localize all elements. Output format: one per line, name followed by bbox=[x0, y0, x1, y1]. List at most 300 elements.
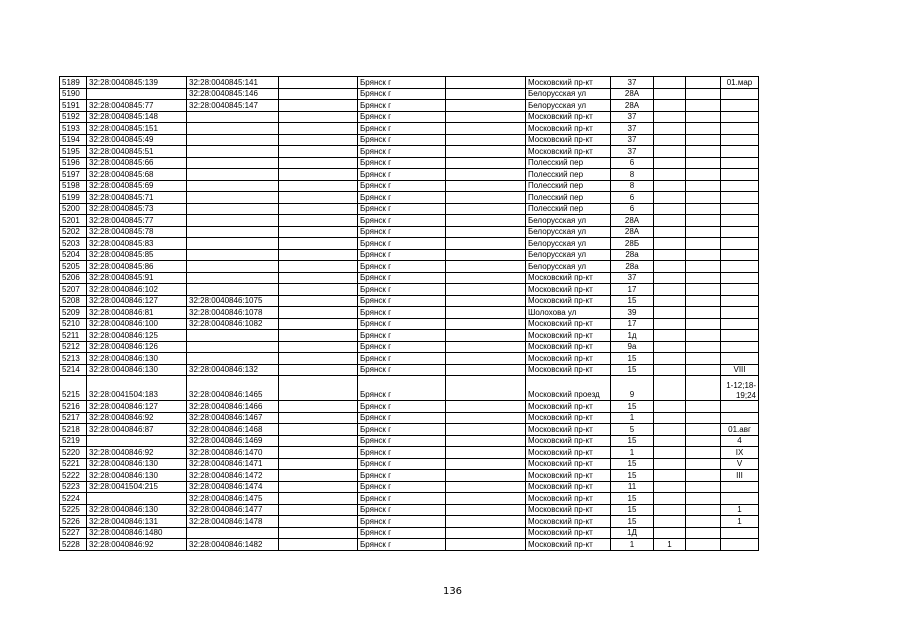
blank-cell bbox=[279, 412, 358, 424]
linked-cadastral-number-cell bbox=[187, 527, 279, 539]
linked-cadastral-number-cell: 32:28:0040846:132 bbox=[187, 364, 279, 376]
street-cell: Московский пр-кт bbox=[526, 111, 611, 123]
cadastral-number-cell: 32:28:0040845:91 bbox=[87, 272, 187, 284]
table-row bbox=[60, 261, 759, 273]
row-number-cell: 5227 bbox=[60, 527, 87, 539]
premises-cell bbox=[721, 123, 759, 135]
blank-cell bbox=[446, 493, 526, 505]
blank-cell bbox=[279, 364, 358, 376]
extra-number-cell: 1 bbox=[654, 539, 686, 551]
street-cell: Московский пр-кт bbox=[526, 318, 611, 330]
blank-cell bbox=[686, 111, 721, 123]
table-row bbox=[60, 284, 759, 296]
premises-cell bbox=[721, 412, 759, 424]
row-number-cell: 5201 bbox=[60, 215, 87, 227]
blank-cell bbox=[686, 100, 721, 112]
blank-cell bbox=[686, 376, 721, 401]
city-cell: Брянск г bbox=[358, 215, 446, 227]
linked-cadastral-number-cell: 32:28:0040846:1471 bbox=[187, 458, 279, 470]
table-row bbox=[60, 516, 759, 528]
street-cell: Московский пр-кт bbox=[526, 516, 611, 528]
extra-number-cell bbox=[654, 169, 686, 181]
linked-cadastral-number-cell: 32:28:0040846:1078 bbox=[187, 307, 279, 319]
row-number-cell: 5226 bbox=[60, 516, 87, 528]
register-table bbox=[59, 76, 759, 551]
blank-cell bbox=[279, 376, 358, 401]
house-number-cell: 1 bbox=[611, 447, 654, 459]
city-cell: Брянск г bbox=[358, 77, 446, 89]
row-number-cell: 5210 bbox=[60, 318, 87, 330]
street-cell: Белорусская ул bbox=[526, 100, 611, 112]
street-cell: Московский пр-кт bbox=[526, 504, 611, 516]
blank-cell bbox=[446, 238, 526, 250]
premises-cell bbox=[721, 493, 759, 505]
extra-number-cell bbox=[654, 307, 686, 319]
cadastral-number-cell: 32:28:0040845:73 bbox=[87, 203, 187, 215]
premises-cell bbox=[721, 261, 759, 273]
street-cell: Московский пр-кт bbox=[526, 539, 611, 551]
linked-cadastral-number-cell: 32:28:0040846:1468 bbox=[187, 424, 279, 436]
extra-number-cell bbox=[654, 318, 686, 330]
extra-number-cell bbox=[654, 424, 686, 436]
street-cell: Полесский пер bbox=[526, 169, 611, 181]
street-cell: Московский пр-кт bbox=[526, 123, 611, 135]
blank-cell bbox=[446, 146, 526, 158]
blank-cell bbox=[279, 481, 358, 493]
row-number-cell: 5222 bbox=[60, 470, 87, 482]
table-row bbox=[60, 100, 759, 112]
extra-number-cell bbox=[654, 493, 686, 505]
extra-number-cell bbox=[654, 100, 686, 112]
row-number-cell: 5207 bbox=[60, 284, 87, 296]
city-cell: Брянск г bbox=[358, 424, 446, 436]
city-cell: Брянск г bbox=[358, 341, 446, 353]
premises-cell bbox=[721, 284, 759, 296]
cadastral-number-cell: 32:28:0040846:127 bbox=[87, 295, 187, 307]
city-cell: Брянск г bbox=[358, 527, 446, 539]
extra-number-cell bbox=[654, 238, 686, 250]
row-number-cell: 5197 bbox=[60, 169, 87, 181]
house-number-cell: 17 bbox=[611, 284, 654, 296]
blank-cell bbox=[279, 424, 358, 436]
blank-cell bbox=[686, 447, 721, 459]
cadastral-number-cell: 32:28:0040845:139 bbox=[87, 77, 187, 89]
city-cell: Брянск г bbox=[358, 295, 446, 307]
cadastral-number-cell: 32:28:0040846:87 bbox=[87, 424, 187, 436]
house-number-cell: 37 bbox=[611, 146, 654, 158]
table-row bbox=[60, 401, 759, 413]
extra-number-cell bbox=[654, 192, 686, 204]
house-number-cell: 28а bbox=[611, 261, 654, 273]
table-row bbox=[60, 481, 759, 493]
blank-cell bbox=[686, 192, 721, 204]
blank-cell bbox=[446, 272, 526, 284]
extra-number-cell bbox=[654, 249, 686, 261]
table-row bbox=[60, 527, 759, 539]
house-number-cell: 6 bbox=[611, 192, 654, 204]
linked-cadastral-number-cell bbox=[187, 203, 279, 215]
city-cell: Брянск г bbox=[358, 458, 446, 470]
blank-cell bbox=[279, 284, 358, 296]
linked-cadastral-number-cell bbox=[187, 249, 279, 261]
house-number-cell: 6 bbox=[611, 157, 654, 169]
blank-cell bbox=[686, 401, 721, 413]
table-row bbox=[60, 376, 759, 401]
blank-cell bbox=[686, 539, 721, 551]
linked-cadastral-number-cell: 32:28:0040846:1465 bbox=[187, 376, 279, 401]
blank-cell bbox=[279, 134, 358, 146]
street-cell: Шолохова ул bbox=[526, 307, 611, 319]
house-number-cell: 15 bbox=[611, 516, 654, 528]
cadastral-number-cell: 32:28:0040846:130 bbox=[87, 470, 187, 482]
cadastral-number-cell: 32:28:0040845:78 bbox=[87, 226, 187, 238]
blank-cell bbox=[279, 504, 358, 516]
blank-cell bbox=[279, 123, 358, 135]
blank-cell bbox=[446, 412, 526, 424]
blank-cell bbox=[446, 88, 526, 100]
linked-cadastral-number-cell bbox=[187, 261, 279, 273]
linked-cadastral-number-cell bbox=[187, 215, 279, 227]
blank-cell bbox=[446, 458, 526, 470]
house-number-cell: 5 bbox=[611, 424, 654, 436]
cadastral-number-cell: 32:28:0040846:81 bbox=[87, 307, 187, 319]
linked-cadastral-number-cell: 32:28:0040846:1469 bbox=[187, 435, 279, 447]
city-cell: Брянск г bbox=[358, 249, 446, 261]
row-number-cell: 5223 bbox=[60, 481, 87, 493]
cadastral-number-cell: 32:28:0040845:86 bbox=[87, 261, 187, 273]
premises-cell: IX bbox=[721, 447, 759, 459]
house-number-cell: 8 bbox=[611, 169, 654, 181]
blank-cell bbox=[686, 123, 721, 135]
table-row bbox=[60, 539, 759, 551]
blank-cell bbox=[279, 226, 358, 238]
blank-cell bbox=[279, 111, 358, 123]
street-cell: Московский пр-кт bbox=[526, 134, 611, 146]
extra-number-cell bbox=[654, 447, 686, 459]
extra-number-cell bbox=[654, 504, 686, 516]
extra-number-cell bbox=[654, 77, 686, 89]
house-number-cell: 28А bbox=[611, 100, 654, 112]
linked-cadastral-number-cell: 32:28:0040846:1466 bbox=[187, 401, 279, 413]
cadastral-number-cell: 32:28:0040846:127 bbox=[87, 401, 187, 413]
city-cell: Брянск г bbox=[358, 272, 446, 284]
blank-cell bbox=[686, 284, 721, 296]
blank-cell bbox=[446, 192, 526, 204]
blank-cell bbox=[446, 261, 526, 273]
blank-cell bbox=[686, 330, 721, 342]
city-cell: Брянск г bbox=[358, 192, 446, 204]
table-row bbox=[60, 318, 759, 330]
blank-cell bbox=[446, 401, 526, 413]
linked-cadastral-number-cell: 32:28:0040845:141 bbox=[187, 77, 279, 89]
linked-cadastral-number-cell bbox=[187, 134, 279, 146]
premises-cell bbox=[721, 226, 759, 238]
blank-cell bbox=[446, 307, 526, 319]
house-number-cell: 15 bbox=[611, 364, 654, 376]
house-number-cell: 15 bbox=[611, 401, 654, 413]
house-number-cell: 28Б bbox=[611, 238, 654, 250]
blank-cell bbox=[686, 295, 721, 307]
city-cell: Брянск г bbox=[358, 447, 446, 459]
cadastral-number-cell: 32:28:0040845:151 bbox=[87, 123, 187, 135]
house-number-cell: 17 bbox=[611, 318, 654, 330]
blank-cell bbox=[446, 435, 526, 447]
page-number: 136 bbox=[442, 586, 463, 597]
street-cell: Белорусская ул bbox=[526, 226, 611, 238]
street-cell: Московский пр-кт bbox=[526, 435, 611, 447]
table-row bbox=[60, 493, 759, 505]
city-cell: Брянск г bbox=[358, 481, 446, 493]
blank-cell bbox=[279, 249, 358, 261]
row-number-cell: 5198 bbox=[60, 180, 87, 192]
table-row bbox=[60, 364, 759, 376]
house-number-cell: 37 bbox=[611, 77, 654, 89]
table-row bbox=[60, 458, 759, 470]
premises-cell: 1-12;18-19;24 bbox=[721, 376, 759, 401]
row-number-cell: 5217 bbox=[60, 412, 87, 424]
linked-cadastral-number-cell bbox=[187, 146, 279, 158]
blank-cell bbox=[686, 504, 721, 516]
blank-cell bbox=[446, 330, 526, 342]
city-cell: Брянск г bbox=[358, 203, 446, 215]
street-cell: Белорусская ул bbox=[526, 215, 611, 227]
premises-cell: 1 bbox=[721, 504, 759, 516]
linked-cadastral-number-cell: 32:28:0040846:1475 bbox=[187, 493, 279, 505]
blank-cell bbox=[279, 401, 358, 413]
linked-cadastral-number-cell bbox=[187, 180, 279, 192]
house-number-cell: 37 bbox=[611, 272, 654, 284]
premises-cell bbox=[721, 100, 759, 112]
cadastral-number-cell: 32:28:0041504:215 bbox=[87, 481, 187, 493]
blank-cell bbox=[279, 238, 358, 250]
blank-cell bbox=[279, 527, 358, 539]
premises-cell bbox=[721, 238, 759, 250]
premises-cell bbox=[721, 307, 759, 319]
table-row bbox=[60, 226, 759, 238]
extra-number-cell bbox=[654, 481, 686, 493]
street-cell: Московский проезд bbox=[526, 376, 611, 401]
blank-cell bbox=[686, 516, 721, 528]
blank-cell bbox=[279, 330, 358, 342]
street-cell: Полесский пер bbox=[526, 157, 611, 169]
street-cell: Московский пр-кт bbox=[526, 272, 611, 284]
cadastral-number-cell: 32:28:0040846:130 bbox=[87, 458, 187, 470]
linked-cadastral-number-cell: 32:28:0040846:1477 bbox=[187, 504, 279, 516]
blank-cell bbox=[446, 376, 526, 401]
premises-cell bbox=[721, 192, 759, 204]
blank-cell bbox=[446, 77, 526, 89]
blank-cell bbox=[686, 272, 721, 284]
blank-cell bbox=[279, 192, 358, 204]
house-number-cell: 39 bbox=[611, 307, 654, 319]
city-cell: Брянск г bbox=[358, 146, 446, 158]
table-row bbox=[60, 123, 759, 135]
extra-number-cell bbox=[654, 123, 686, 135]
house-number-cell: 28А bbox=[611, 88, 654, 100]
extra-number-cell bbox=[654, 353, 686, 365]
cadastral-number-cell: 32:28:0040845:49 bbox=[87, 134, 187, 146]
row-number-cell: 5215 bbox=[60, 376, 87, 401]
blank-cell bbox=[446, 341, 526, 353]
city-cell: Брянск г bbox=[358, 318, 446, 330]
premises-cell bbox=[721, 272, 759, 284]
city-cell: Брянск г bbox=[358, 330, 446, 342]
premises-cell bbox=[721, 401, 759, 413]
row-number-cell: 5214 bbox=[60, 364, 87, 376]
linked-cadastral-number-cell: 32:28:0040846:1082 bbox=[187, 318, 279, 330]
row-number-cell: 5200 bbox=[60, 203, 87, 215]
street-cell: Московский пр-кт bbox=[526, 527, 611, 539]
row-number-cell: 5190 bbox=[60, 88, 87, 100]
city-cell: Брянск г bbox=[358, 238, 446, 250]
blank-cell bbox=[686, 458, 721, 470]
house-number-cell: 15 bbox=[611, 435, 654, 447]
blank-cell bbox=[686, 307, 721, 319]
cadastral-number-cell: 32:28:0040846:130 bbox=[87, 353, 187, 365]
extra-number-cell bbox=[654, 527, 686, 539]
blank-cell bbox=[446, 215, 526, 227]
row-number-cell: 5191 bbox=[60, 100, 87, 112]
blank-cell bbox=[279, 470, 358, 482]
row-number-cell: 5194 bbox=[60, 134, 87, 146]
row-number-cell: 5213 bbox=[60, 353, 87, 365]
premises-cell bbox=[721, 527, 759, 539]
city-cell: Брянск г bbox=[358, 169, 446, 181]
table-row bbox=[60, 447, 759, 459]
premises-cell bbox=[721, 353, 759, 365]
city-cell: Брянск г bbox=[358, 111, 446, 123]
street-cell: Московский пр-кт bbox=[526, 401, 611, 413]
table-row bbox=[60, 470, 759, 482]
blank-cell bbox=[686, 493, 721, 505]
blank-cell bbox=[686, 527, 721, 539]
premises-cell bbox=[721, 203, 759, 215]
city-cell: Брянск г bbox=[358, 226, 446, 238]
table-row bbox=[60, 249, 759, 261]
house-number-cell: 11 bbox=[611, 481, 654, 493]
table-row bbox=[60, 238, 759, 250]
table-row bbox=[60, 157, 759, 169]
city-cell: Брянск г bbox=[358, 353, 446, 365]
street-cell: Полесский пер bbox=[526, 203, 611, 215]
street-cell: Московский пр-кт bbox=[526, 341, 611, 353]
cadastral-number-cell bbox=[87, 435, 187, 447]
street-cell: Московский пр-кт bbox=[526, 458, 611, 470]
cadastral-number-cell: 32:28:0040845:51 bbox=[87, 146, 187, 158]
premises-cell: 01.авг bbox=[721, 424, 759, 436]
extra-number-cell bbox=[654, 226, 686, 238]
blank-cell bbox=[279, 157, 358, 169]
table-row bbox=[60, 169, 759, 181]
blank-cell bbox=[279, 435, 358, 447]
table-row bbox=[60, 341, 759, 353]
extra-number-cell bbox=[654, 111, 686, 123]
blank-cell bbox=[446, 111, 526, 123]
cadastral-number-cell: 32:28:0040846:92 bbox=[87, 447, 187, 459]
street-cell: Полесский пер bbox=[526, 192, 611, 204]
house-number-cell: 1Д bbox=[611, 527, 654, 539]
register-table-body bbox=[60, 77, 759, 551]
row-number-cell: 5199 bbox=[60, 192, 87, 204]
table-row bbox=[60, 134, 759, 146]
row-number-cell: 5208 bbox=[60, 295, 87, 307]
extra-number-cell bbox=[654, 470, 686, 482]
premises-cell bbox=[721, 215, 759, 227]
street-cell: Московский пр-кт bbox=[526, 284, 611, 296]
table-row bbox=[60, 111, 759, 123]
linked-cadastral-number-cell bbox=[187, 111, 279, 123]
cadastral-number-cell: 32:28:0040845:71 bbox=[87, 192, 187, 204]
row-number-cell: 5224 bbox=[60, 493, 87, 505]
cadastral-number-cell: 32:28:0040845:77 bbox=[87, 100, 187, 112]
premises-cell bbox=[721, 111, 759, 123]
extra-number-cell bbox=[654, 272, 686, 284]
extra-number-cell bbox=[654, 261, 686, 273]
city-cell: Брянск г bbox=[358, 180, 446, 192]
extra-number-cell bbox=[654, 341, 686, 353]
blank-cell bbox=[686, 203, 721, 215]
row-number-cell: 5192 bbox=[60, 111, 87, 123]
cadastral-number-cell: 32:28:0040846:126 bbox=[87, 341, 187, 353]
house-number-cell: 1 bbox=[611, 539, 654, 551]
street-cell: Московский пр-кт bbox=[526, 424, 611, 436]
street-cell: Московский пр-кт bbox=[526, 146, 611, 158]
blank-cell bbox=[686, 435, 721, 447]
linked-cadastral-number-cell bbox=[187, 157, 279, 169]
cadastral-number-cell: 32:28:0040846:92 bbox=[87, 412, 187, 424]
blank-cell bbox=[446, 539, 526, 551]
city-cell: Брянск г bbox=[358, 470, 446, 482]
linked-cadastral-number-cell: 32:28:0040846:1478 bbox=[187, 516, 279, 528]
blank-cell bbox=[446, 424, 526, 436]
street-cell: Белорусская ул bbox=[526, 238, 611, 250]
premises-cell: V bbox=[721, 458, 759, 470]
row-number-cell: 5212 bbox=[60, 341, 87, 353]
blank-cell bbox=[279, 77, 358, 89]
city-cell: Брянск г bbox=[358, 157, 446, 169]
cadastral-number-cell: 32:28:0040846:125 bbox=[87, 330, 187, 342]
city-cell: Брянск г bbox=[358, 261, 446, 273]
blank-cell bbox=[446, 169, 526, 181]
row-number-cell: 5218 bbox=[60, 424, 87, 436]
cadastral-number-cell: 32:28:0040845:66 bbox=[87, 157, 187, 169]
house-number-cell: 9а bbox=[611, 341, 654, 353]
blank-cell bbox=[446, 203, 526, 215]
linked-cadastral-number-cell bbox=[187, 284, 279, 296]
linked-cadastral-number-cell bbox=[187, 238, 279, 250]
extra-number-cell bbox=[654, 157, 686, 169]
city-cell: Брянск г bbox=[358, 516, 446, 528]
extra-number-cell bbox=[654, 146, 686, 158]
premises-cell: VIII bbox=[721, 364, 759, 376]
row-number-cell: 5220 bbox=[60, 447, 87, 459]
house-number-cell: 15 bbox=[611, 493, 654, 505]
linked-cadastral-number-cell: 32:28:0040846:1075 bbox=[187, 295, 279, 307]
street-cell: Московский пр-кт bbox=[526, 470, 611, 482]
house-number-cell: 15 bbox=[611, 353, 654, 365]
premises-cell: III bbox=[721, 470, 759, 482]
blank-cell bbox=[686, 238, 721, 250]
table-row bbox=[60, 180, 759, 192]
blank-cell bbox=[279, 458, 358, 470]
row-number-cell: 5225 bbox=[60, 504, 87, 516]
premises-cell bbox=[721, 157, 759, 169]
cadastral-number-cell: 32:28:0040846:1480 bbox=[87, 527, 187, 539]
linked-cadastral-number-cell bbox=[187, 192, 279, 204]
cadastral-number-cell: 32:28:0040845:69 bbox=[87, 180, 187, 192]
premises-cell bbox=[721, 180, 759, 192]
table-row bbox=[60, 504, 759, 516]
